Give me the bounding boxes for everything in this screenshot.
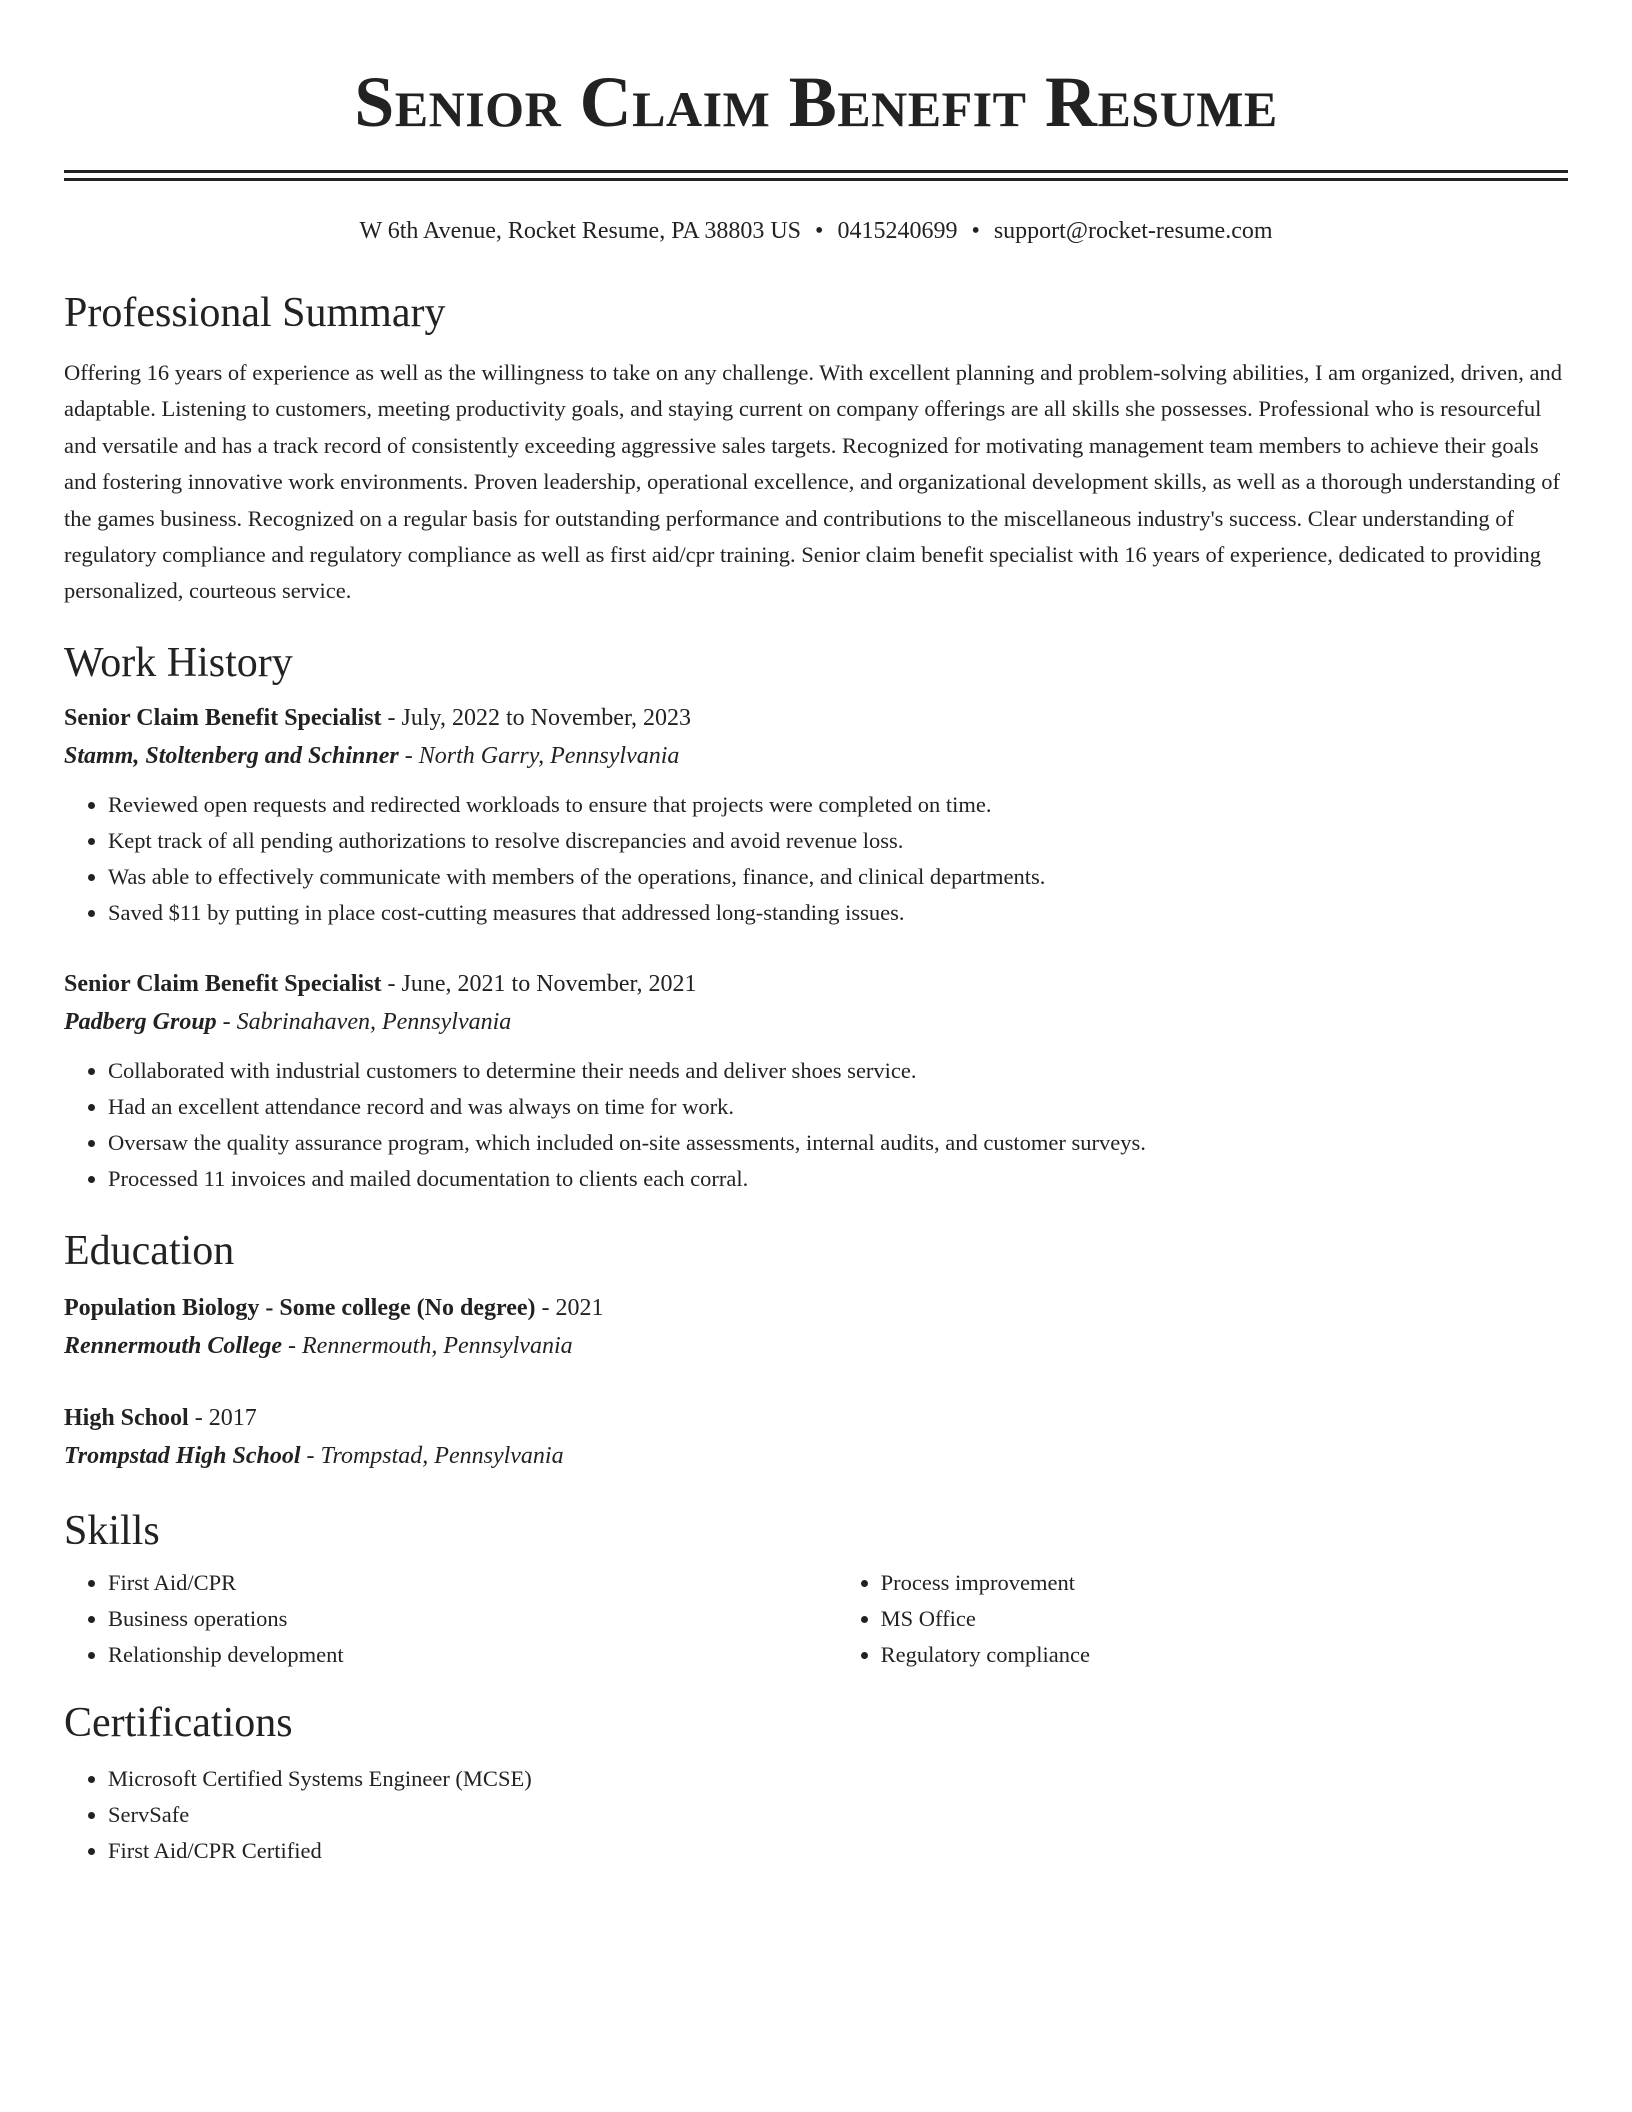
education-degree-line: [64, 1399, 1568, 1437]
skills-list-right: [837, 1565, 1568, 1673]
list-item: • Business operations: [108, 1601, 837, 1637]
list-item: • First Aid/CPR: [108, 1565, 837, 1601]
job-location: - North Garry, Pennsylvania: [398, 742, 680, 769]
job-title-line: [64, 699, 1568, 737]
list-item: • MS Office: [881, 1601, 1568, 1637]
contact-email: support@rocket-resume.com: [993, 218, 1273, 244]
list-item: • Kept track of all pending authorizations to resolve discrepancies and avoid revenue loss.: [108, 823, 1568, 859]
job-title-line: [64, 965, 1568, 1003]
job-entry: [64, 965, 1568, 1197]
education-year: - 2017: [188, 1404, 257, 1431]
certifications-list: [64, 1761, 1568, 1869]
list-item: • Was able to effectively communicate with members of the operations, finance, and clinical departments.: [108, 859, 1568, 895]
certifications-heading: Certifications: [64, 1699, 293, 1746]
education-degree: High School: [64, 1404, 189, 1431]
job-company-line: [64, 1003, 1568, 1041]
education-degree-line: [64, 1289, 1568, 1327]
list-item: • Reviewed open requests and redirected workloads to ensure that projects were completed on time.: [108, 787, 1568, 823]
education-degree: Population Biology - Some college (No degree): [64, 1294, 536, 1321]
skills-list-left: [64, 1565, 837, 1673]
job-role: Senior Claim Benefit Specialist: [64, 970, 382, 997]
list-item: • Collaborated with industrial customers to determine their needs and deliver shoes service.: [108, 1053, 1568, 1089]
job-bullets: [64, 1053, 1568, 1197]
list-item: • Process improvement: [881, 1565, 1568, 1601]
education-school: Rennermouth College: [64, 1332, 283, 1359]
contact-line: [64, 215, 1568, 247]
job-company-line: [64, 737, 1568, 775]
job-company: Stamm, Stoltenberg and Schinner: [64, 742, 399, 769]
education-entry: [64, 1399, 1568, 1475]
contact-address: W 6th Avenue, Rocket Resume, PA 38803 US: [359, 218, 802, 244]
job-entry: [64, 699, 1568, 931]
job-company: Padberg Group: [64, 1008, 217, 1035]
summary-heading: Professional Summary: [64, 290, 446, 336]
job-dates: - June, 2021 to November, 2021: [381, 970, 697, 997]
job-role: Senior Claim Benefit Specialist: [64, 704, 382, 731]
education-heading: Education: [64, 1227, 235, 1274]
title-double-rule: [64, 170, 1568, 181]
education-location: - Trompstad, Pennsylvania: [300, 1442, 564, 1469]
list-item: • First Aid/CPR Certified: [108, 1833, 1568, 1869]
skills-columns: [64, 1565, 1568, 1673]
education-school-line: [64, 1437, 1568, 1475]
education-year: - 2021: [535, 1294, 604, 1321]
list-item: • Processed 11 invoices and mailed documentation to clients each corral.: [108, 1161, 1568, 1197]
job-bullets: [64, 787, 1568, 931]
list-item: • Regulatory compliance: [881, 1637, 1568, 1673]
list-item: • Microsoft Certified Systems Engineer (MCSE): [108, 1761, 1568, 1797]
education-school: Trompstad High School: [64, 1442, 301, 1469]
education-entry: [64, 1289, 1568, 1365]
contact-separator: •: [815, 218, 824, 244]
list-item: • ServSafe: [108, 1797, 1568, 1833]
job-location: - Sabrinahaven, Pennsylvania: [216, 1008, 512, 1035]
resume-title: Senior Claim Benefit Resume: [354, 62, 1278, 142]
list-item: • Relationship development: [108, 1637, 837, 1673]
contact-phone: 0415240699: [837, 218, 958, 244]
skills-heading: Skills: [64, 1507, 160, 1554]
list-item: • Saved $11 by putting in place cost-cutting measures that addressed long-standing issues.: [108, 895, 1568, 931]
contact-separator: •: [971, 218, 980, 244]
summary-text: Offering 16 years of experience as well as the willingness to take on any challenge. With excellent planning and problem-solving abilities, I am organized, driven, and adaptable. Listening to customers, meeting productivity goals, and staying current on company offerings are all skills she possesses. Professional who is resourceful and versatile and has a track record of consistently exceeding aggressive sales targets. Recognized for motivating management team members to achieve their goals and fostering innovative work environments. Proven leadership, operational excellence, and organizational development skills, as well as a thorough understanding of the games business. Recognized on a regular basis for outstanding performance and contributions to the miscellaneous industry's success. Clear understanding of regulatory compliance and regulatory compliance as well as first aid/cpr training. Senior claim benefit specialist with 16 years of experience, dedicated to providing personalized, courteous service.: [64, 360, 1563, 604]
list-item: • Oversaw the quality assurance program, which included on-site assessments, internal audits, and customer surveys.: [108, 1125, 1568, 1161]
education-location: - Rennermouth, Pennsylvania: [282, 1332, 573, 1359]
list-item: • Had an excellent attendance record and was always on time for work.: [108, 1089, 1568, 1125]
work-history-heading: Work History: [64, 639, 293, 686]
job-dates: - July, 2022 to November, 2023: [381, 704, 691, 731]
education-school-line: [64, 1327, 1568, 1365]
